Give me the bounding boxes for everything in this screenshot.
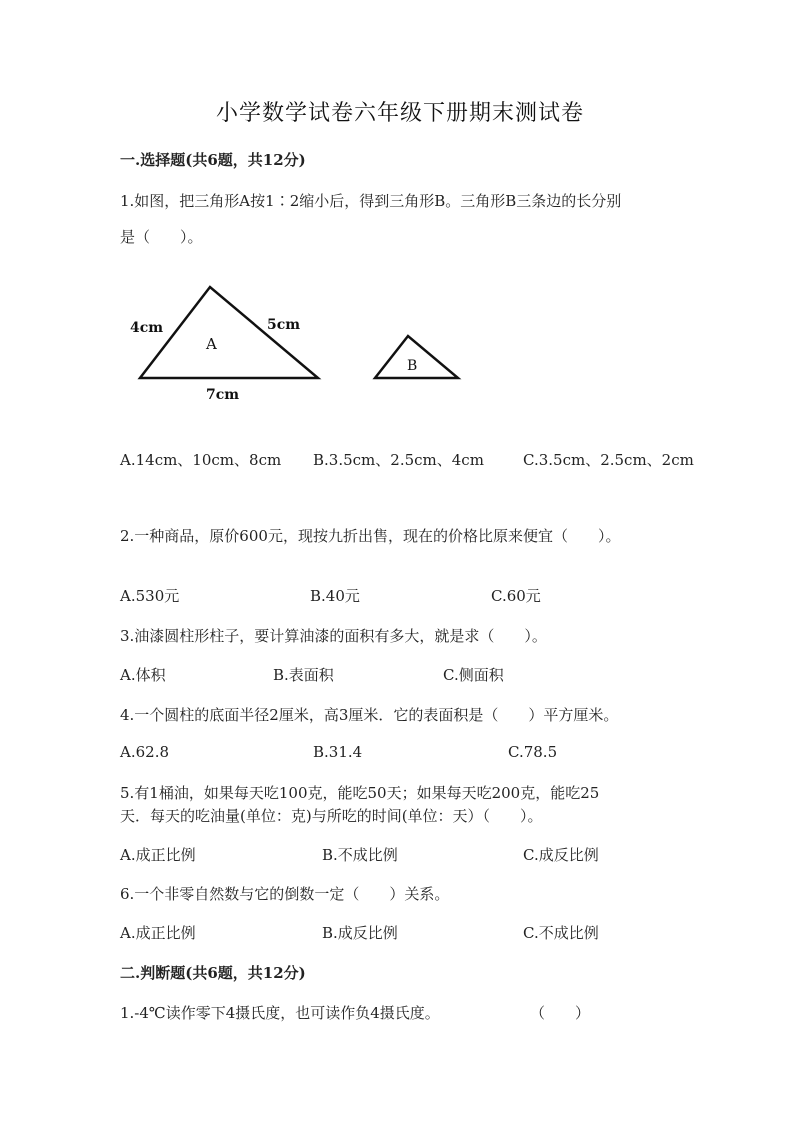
q6-option-c[interactable]: C.不成比例 [523, 924, 599, 942]
judge-1-answer-blank[interactable]: （ ） [530, 1004, 591, 1022]
section-heading-judge: 二.判断题(共6题，共12分) [120, 964, 306, 982]
q4-option-a[interactable]: A.62.8 [120, 743, 169, 761]
q4-option-b[interactable]: B.31.4 [313, 743, 363, 761]
question-1-line-2: 是（ ）。 [120, 228, 203, 246]
q2-option-c[interactable]: C.60元 [491, 587, 541, 605]
q3-option-b[interactable]: B.表面积 [273, 666, 334, 684]
question-4: 4.一个圆柱的底面半径2厘米，高3厘米．它的表面积是（ ）平方厘米。 [120, 706, 619, 724]
q1-option-b[interactable]: B.3.5cm、2.5cm、4cm [313, 451, 484, 469]
triangle-figure [120, 280, 480, 410]
q6-option-a[interactable]: A.成正比例 [120, 924, 196, 942]
q6-option-b[interactable]: B.成反比例 [322, 924, 398, 942]
q1-option-c[interactable]: C.3.5cm、2.5cm、2cm [523, 451, 694, 469]
side-label-bottom: 7cm [206, 387, 240, 403]
q3-option-a[interactable]: A.体积 [120, 666, 166, 684]
triangle-a-label: A [206, 335, 217, 353]
question-2: 2.一种商品，原价600元，现按九折出售，现在的价格比原来便宜（ ）。 [120, 527, 621, 545]
side-label-right: 5cm [267, 317, 301, 333]
question-3: 3.油漆圆柱形柱子，要计算油漆的面积有多大，就是求（ ）。 [120, 627, 547, 645]
q5-option-b[interactable]: B.不成比例 [322, 846, 398, 864]
triangle-b-label: B [407, 358, 418, 374]
q4-option-c[interactable]: C.78.5 [508, 743, 558, 761]
q3-option-c[interactable]: C.侧面积 [443, 666, 504, 684]
page-title: 小学数学试卷六年级下册期末测试卷 [215, 101, 584, 126]
question-1-line-1: 1.如图，把三角形A按1∶2缩小后，得到三角形B。三角形B三条边的长分别 [120, 192, 622, 210]
q1-option-a[interactable]: A.14cm、10cm、8cm [120, 451, 282, 469]
side-label-left: 4cm [130, 320, 164, 336]
section-heading-choice: 一.选择题(共6题，共12分) [120, 151, 306, 169]
question-5-line-2: 天．每天的吃油量(单位：克)与所吃的时间(单位：天）（ ）。 [120, 807, 543, 825]
question-6: 6.一个非零自然数与它的倒数一定（ ）关系。 [120, 885, 450, 903]
judge-question-1: 1.-4℃读作零下4摄氏度，也可读作负4摄氏度。 [120, 1004, 440, 1022]
question-5-line-1: 5.有1桶油，如果每天吃100克，能吃50天；如果每天吃200克，能吃25 [120, 784, 600, 802]
q5-option-a[interactable]: A.成正比例 [120, 846, 196, 864]
q2-option-b[interactable]: B.40元 [310, 587, 360, 605]
q5-option-c[interactable]: C.成反比例 [523, 846, 599, 864]
q2-option-a[interactable]: A.530元 [120, 587, 180, 605]
